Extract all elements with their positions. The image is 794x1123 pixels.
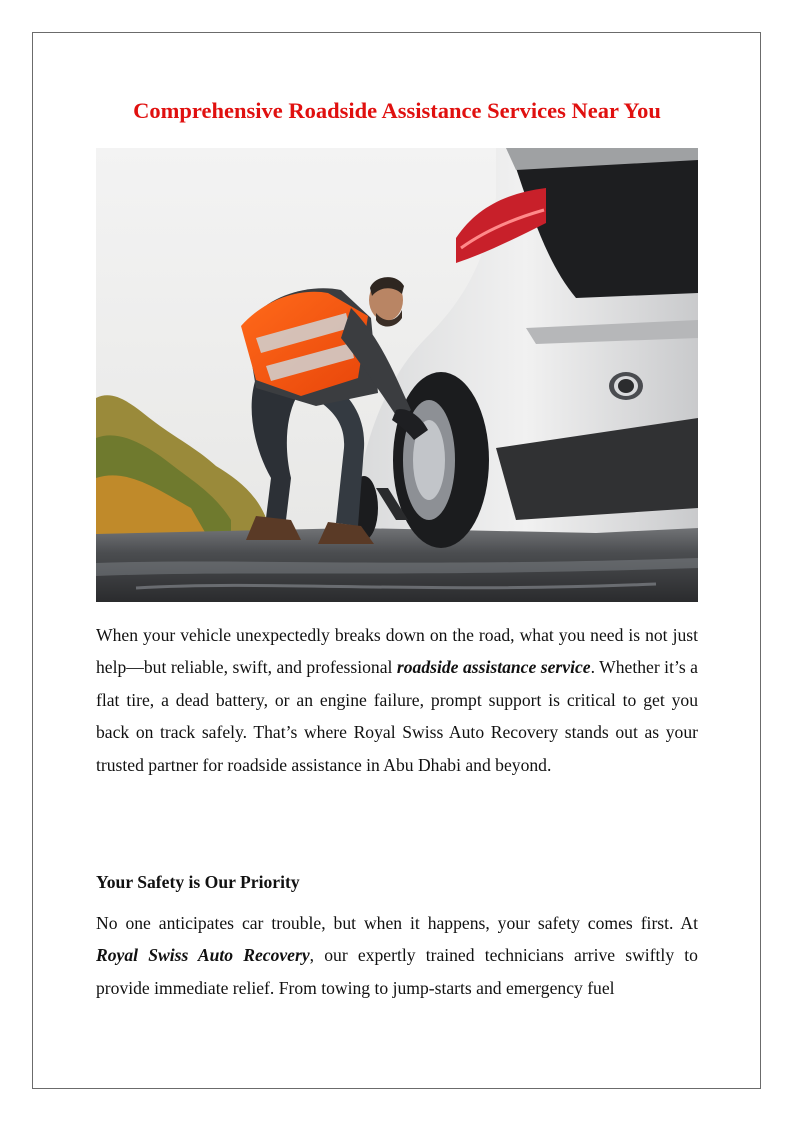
safety-emphasis: Royal Swiss Auto Recovery	[96, 945, 310, 966]
hero-image	[96, 148, 698, 602]
safety-text-start: No one anticipates car trouble, but when it happens, your safety comes first. At	[96, 913, 698, 933]
intro-emphasis: roadside assistance service	[396, 657, 591, 678]
section-heading: Your Safety is Our Priority	[96, 872, 300, 892]
intro-text-end: . Whether it’s a flat tire, a dead battery, or an engine failure, prompt support is critical to get you back on track safely. That’s where Royal Swiss Auto Recovery stands out as your trusted partner for roadside assistance in Abu Dhabi and beyond.	[96, 657, 698, 775]
safety-paragraph	[96, 907, 698, 1004]
intro-text-start: When your vehicle unexpectedly breaks down on the road, what you need is not just help—but reliable, swift, and professional	[96, 625, 698, 678]
intro-paragraph	[96, 619, 698, 781]
safety-text-end: , our expertly trained technicians arrive swiftly to provide immediate relief. From towing to jump-starts and emergency fuel	[96, 945, 698, 998]
page-title: Comprehensive Roadside Assistance Services Near You	[133, 98, 661, 123]
